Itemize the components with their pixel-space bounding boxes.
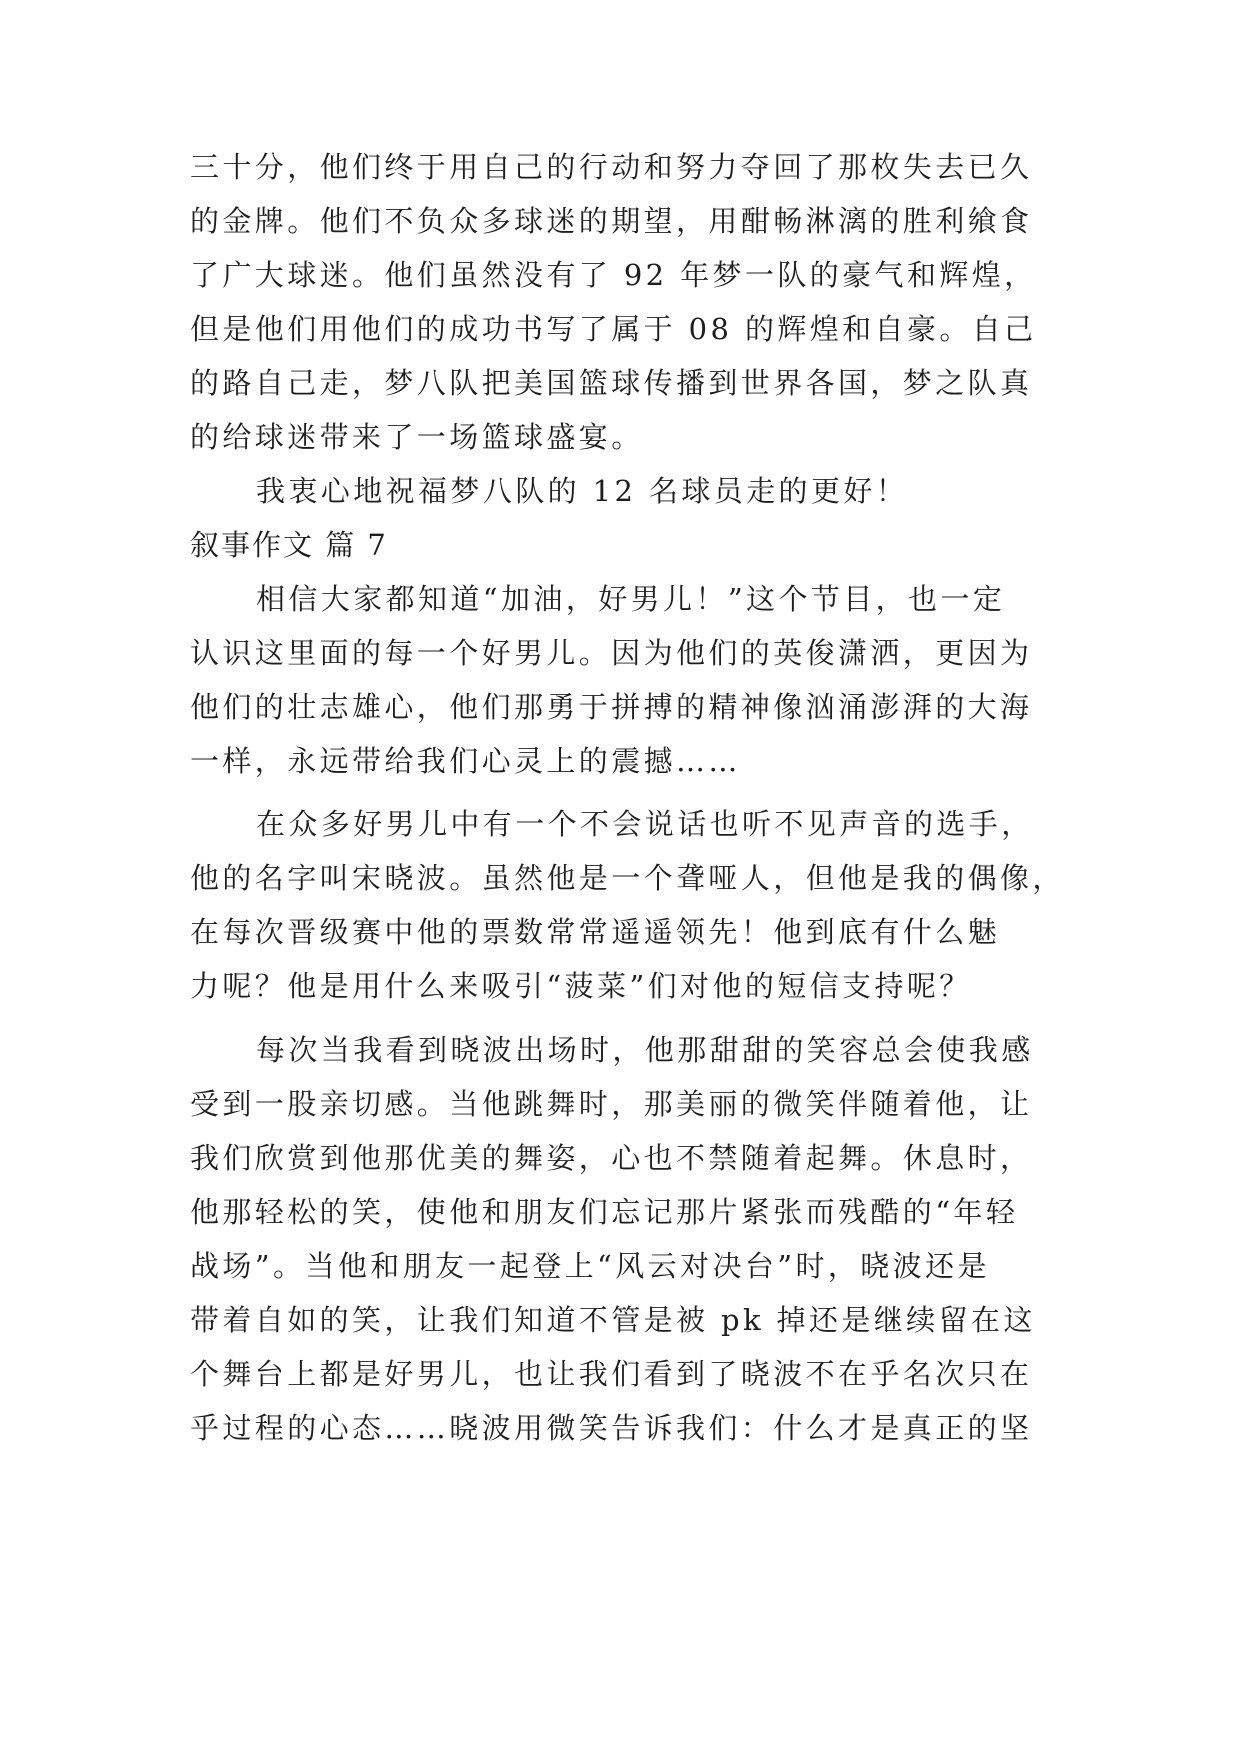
- text-line: 一样，永远带给我们心灵上的震撼……: [190, 744, 741, 778]
- text-line: 受到一股亲切感。当他跳舞时，那美丽的微笑伴随着他，让: [190, 1087, 1033, 1121]
- text-line: 个舞台上都是好男儿，也让我们看到了晓波不在乎名次只在: [190, 1357, 1033, 1391]
- text-line: 带着自如的笑，让我们知道不管是被 pk 掉还是继续留在这: [190, 1303, 1036, 1337]
- text-line: 他们的壮志雄心，他们那勇于拼搏的精神像汹涌澎湃的大海: [190, 690, 1033, 724]
- text-line: 在每次晋级赛中他的票数常常遥遥领先！他到底有什么魅: [190, 915, 1001, 949]
- text-line: 的金牌。他们不负众多球迷的期望，用酣畅淋漓的胜利飨食: [190, 204, 1033, 238]
- text-line: 我们欣赏到他那优美的舞姿，心也不禁随着起舞。休息时，: [190, 1141, 1033, 1175]
- section-heading: 叙事作文 篇 7: [190, 528, 388, 562]
- text-line: 我衷心地祝福梦八队的 12 名球员走的更好！: [256, 474, 909, 508]
- text-line: 三十分，他们终于用自己的行动和努力夺回了那枚失去已久: [190, 150, 1033, 184]
- text-line: 但是他们用他们的成功书写了属于 08 的辉煌和自豪。自己: [190, 312, 1037, 346]
- text-line: 的给球迷带来了一场篮球盛宴。: [190, 420, 644, 454]
- text-line: 他的名字叫宋晓波。虽然他是一个聋哑人，但他是我的偶像，: [190, 861, 1065, 895]
- text-line: 战场”。当他和朋友一起登上“风云对决台”时，晓波还是: [190, 1249, 990, 1283]
- text-line: 他那轻松的笑，使他和朋友们忘记那片紧张而残酷的“年轻: [190, 1195, 1019, 1229]
- text-line: 相信大家都知道“加油，好男儿！”这个节目，也一定: [256, 582, 1006, 616]
- text-line: 每次当我看到晓波出场时，他那甜甜的笑容总会使我感: [256, 1033, 1034, 1067]
- text-line: 在众多好男儿中有一个不会说话也听不见声音的选手，: [256, 807, 1034, 841]
- text-line: 力呢？他是用什么来吸引“菠菜”们对他的短信支持呢？: [190, 969, 972, 1003]
- text-line: 的路自己走，梦八队把美国篮球传播到世界各国，梦之队真: [190, 366, 1033, 400]
- text-line: 乎过程的心态……晓波用微笑告诉我们：什么才是真正的坚: [190, 1411, 1033, 1445]
- text-line: 了广大球迷。他们虽然没有了 92 年梦一队的豪气和辉煌，: [190, 258, 1037, 292]
- text-line: 认识这里面的每一个好男儿。因为他们的英俊潇洒，更因为: [190, 636, 1033, 670]
